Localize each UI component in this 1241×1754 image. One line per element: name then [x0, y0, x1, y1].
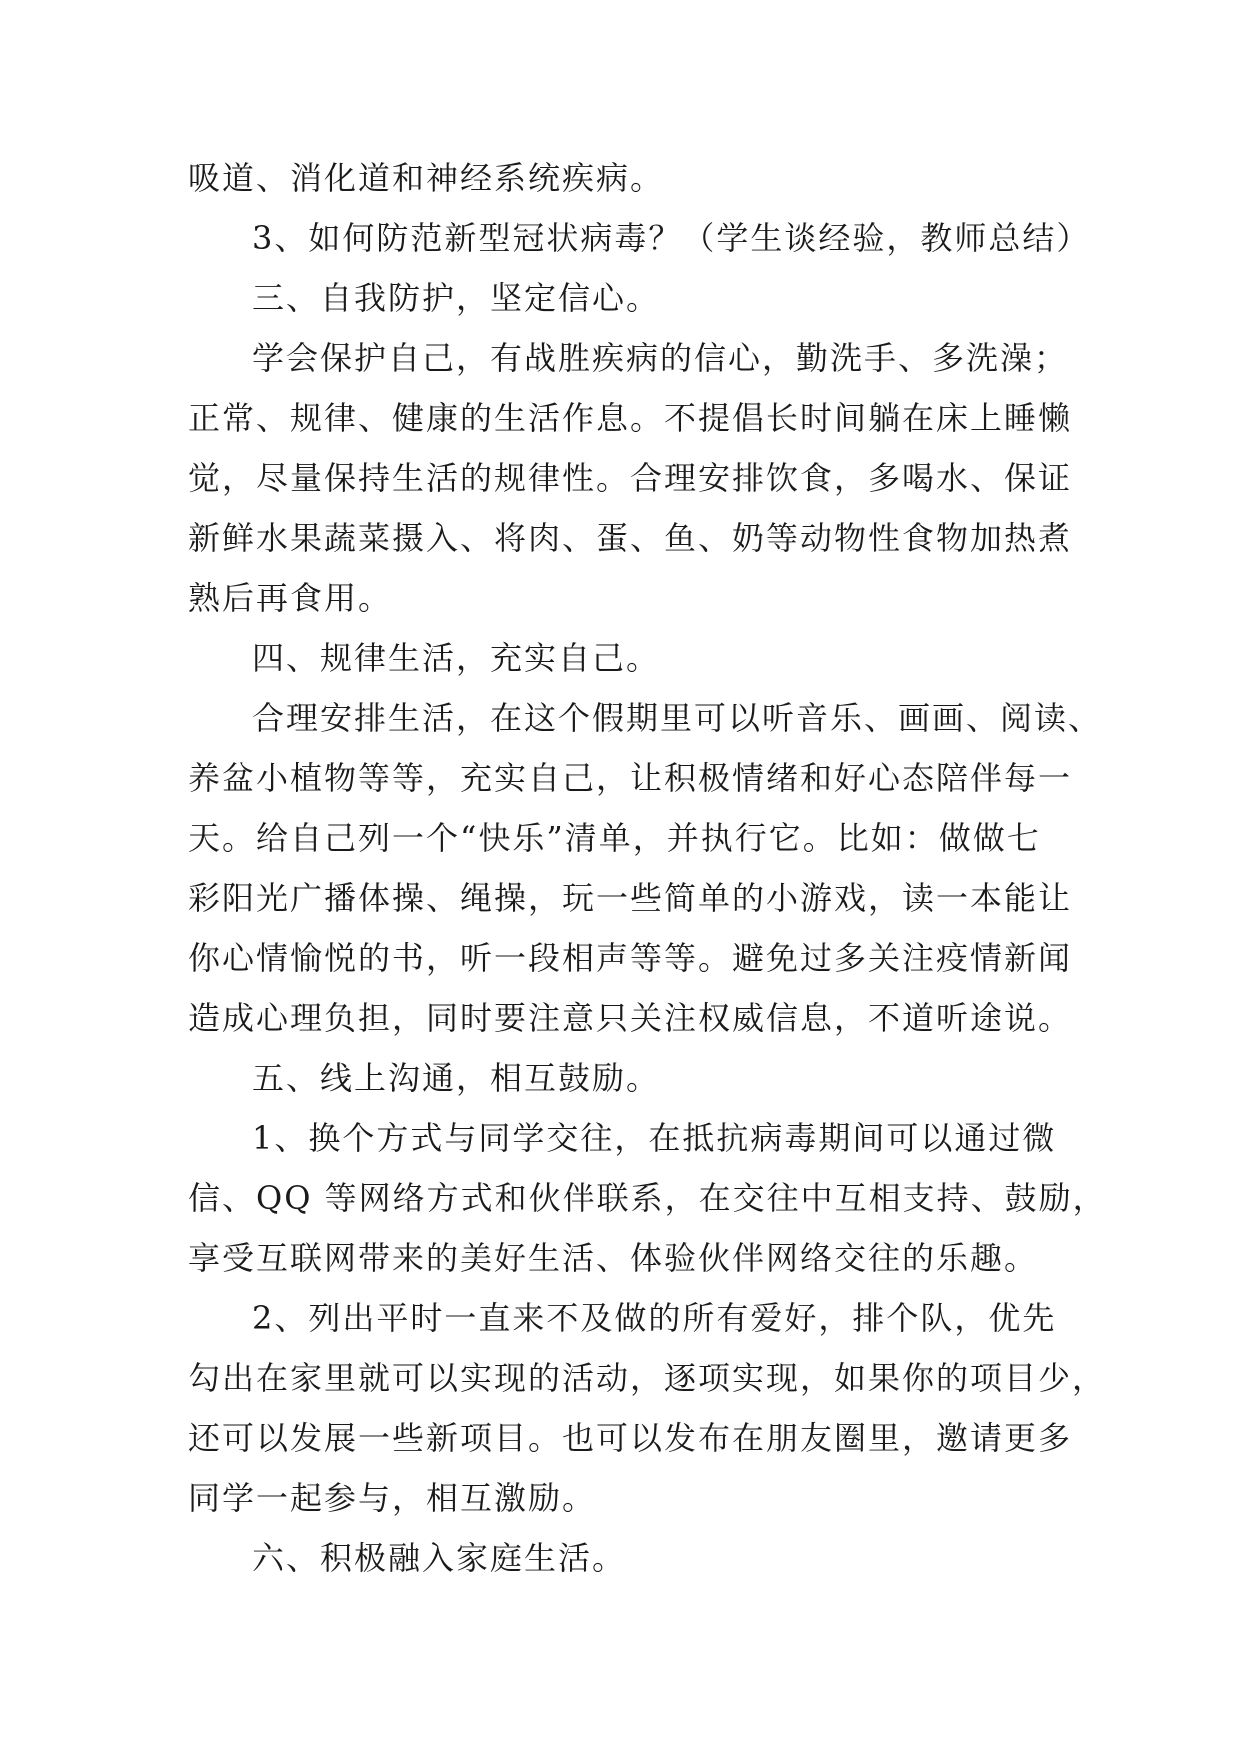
- section-heading: 三、自我防护，坚定信心。: [252, 279, 661, 317]
- text-line: 熟后再食用。: [188, 579, 393, 617]
- text-line: 合理安排生活，在这个假期里可以听音乐、画画、阅读、: [252, 699, 1103, 737]
- text-line: 学会保护自己，有战胜疾病的信心，勤洗手、多洗澡；: [252, 339, 1069, 377]
- text-line: 还可以发展一些新项目。也可以发布在朋友圈里，邀请更多: [188, 1419, 1073, 1457]
- text-line: 你心情愉悦的书，听一段相声等等。避免过多关注疫情新闻: [188, 939, 1073, 977]
- text-line: 新鲜水果蔬菜摄入、将肉、蛋、鱼、奶等动物性食物加热煮: [188, 519, 1073, 557]
- text-line: 1、换个方式与同学交往，在抵抗病毒期间可以通过微: [252, 1119, 1057, 1157]
- text-line: 觉，尽量保持生活的规律性。合理安排饮食，多喝水、保证: [188, 459, 1073, 497]
- text-line: 3、如何防范新型冠状病毒？（学生谈经验，教师总结）: [252, 219, 1091, 257]
- text-line: 养盆小植物等等，充实自己，让积极情绪和好心态陪伴每一: [188, 759, 1073, 797]
- text-line: 造成心理负担，同时要注意只关注权威信息，不道听途说。: [188, 999, 1073, 1037]
- text-line: 彩阳光广播体操、绳操，玩一些简单的小游戏，读一本能让: [188, 879, 1073, 917]
- text-line: 吸道、消化道和神经系统疾病。: [188, 159, 665, 197]
- section-heading: 五、线上沟通，相互鼓励。: [252, 1059, 661, 1097]
- text-line: 2、列出平时一直来不及做的所有爱好，排个队，优先: [252, 1299, 1057, 1337]
- text-line: 同学一起参与，相互激励。: [188, 1479, 597, 1517]
- text-line: 天。给自己列一个“快乐”清单，并执行它。比如：做做七: [188, 819, 1041, 857]
- section-heading: 六、积极融入家庭生活。: [252, 1539, 627, 1577]
- text-line: 勾出在家里就可以实现的活动，逐项实现，如果你的项目少，: [188, 1359, 1107, 1397]
- text-line: 享受互联网带来的美好生活、体验伙伴网络交往的乐趣。: [188, 1239, 1039, 1277]
- document-body: [188, 148, 1107, 1588]
- section-heading: 四、规律生活，充实自己。: [252, 639, 661, 677]
- text-line: 正常、规律、健康的生活作息。不提倡长时间躺在床上睡懒: [188, 399, 1073, 437]
- text-line: 信、QQ 等网络方式和伙伴联系，在交往中互相支持、鼓励，: [188, 1179, 1107, 1217]
